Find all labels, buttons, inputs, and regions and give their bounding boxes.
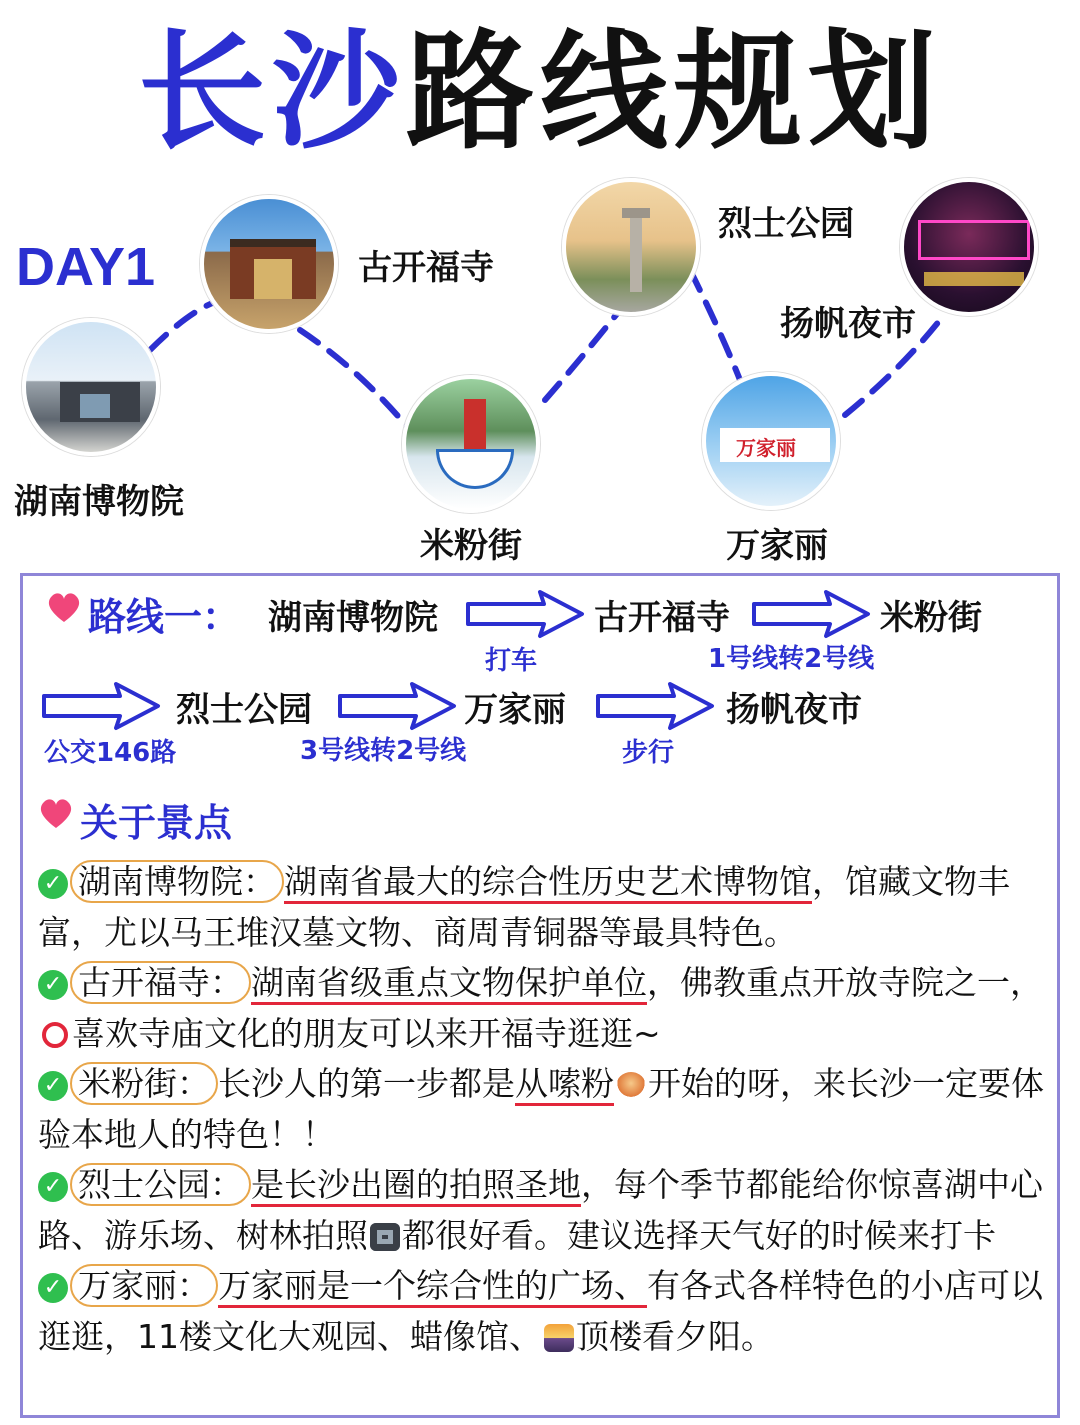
arrow-right-icon <box>594 680 716 732</box>
route-stop-rice-noodle-street: 米粉街 <box>880 598 982 638</box>
route-mode-4: 3号线转2号线 <box>300 736 467 766</box>
camera-icon <box>370 1223 400 1251</box>
checkmark-icon: ✓ <box>38 970 68 1000</box>
about-item-highlight: 湖南省最大的综合性历史艺术博物馆 <box>284 862 812 904</box>
about-item-rice-noodle-street <box>38 1059 1048 1160</box>
about-item-martyrs-park <box>38 1160 1048 1261</box>
place-label-martyrs-park: 烈士公园 <box>718 204 854 244</box>
red-circle-icon <box>42 1022 68 1048</box>
arrow-right-icon <box>750 588 872 640</box>
about-item-text: 开始的呀，来长沙一定要体验本地人的特色！！ <box>38 1064 1044 1154</box>
rice-noodle-street-photo <box>402 375 540 513</box>
route-mode-3: 公交146路 <box>44 738 177 768</box>
yangfan-night-market-photo <box>900 178 1038 316</box>
place-label-museum: 湖南博物院 <box>14 482 184 522</box>
about-item-text: 喜欢寺庙文化的朋友可以来开福寺逛逛~ <box>72 1013 661 1053</box>
route-heading: 路线一： <box>88 595 241 639</box>
route-mode-1: 打车 <box>485 646 538 676</box>
route-stop-wanjiali: 万家丽 <box>464 690 566 730</box>
place-label-rice-noodle-street: 米粉街 <box>420 526 522 566</box>
about-item-name: 湖南博物院： <box>70 860 284 903</box>
wanjiali-sign-text: 万家丽 <box>736 436 796 460</box>
route-mode-5: 步行 <box>622 738 675 768</box>
arrow-right-icon <box>464 588 586 640</box>
checkmark-icon: ✓ <box>38 1172 68 1202</box>
checkmark-icon: ✓ <box>38 1071 68 1101</box>
route-stop-martyrs-park: 烈士公园 <box>176 690 312 730</box>
checkmark-icon: ✓ <box>38 869 68 899</box>
title-city: 长沙 <box>137 18 406 167</box>
arrow-right-icon <box>40 680 162 732</box>
martyrs-park-photo <box>562 178 700 316</box>
about-item-text: 都很好看。建议选择天气好的时候来打卡 <box>402 1215 996 1255</box>
about-item-kaifu-temple <box>38 958 1048 1059</box>
place-label-kaifu-temple: 古开福寺 <box>358 248 494 288</box>
route-stop-kaifu-temple: 古开福寺 <box>594 598 730 638</box>
about-item-text: 长沙人的第一步都是 <box>218 1064 515 1103</box>
page-title <box>0 18 1080 168</box>
about-item-highlight: 湖南省级重点文物保护单位 <box>251 963 647 1005</box>
about-item-wanjiali <box>38 1261 1048 1362</box>
about-item-museum <box>38 857 1048 958</box>
day-label: DAY1 <box>16 237 156 297</box>
heart-icon <box>46 592 82 624</box>
place-label-yangfan-night-market: 扬帆夜市 <box>780 304 916 344</box>
about-item-name: 烈士公园： <box>70 1163 251 1206</box>
route-stop-museum: 湖南博物院 <box>268 598 438 638</box>
about-item-text: ，每个季节都能给你惊喜湖中心路、游乐场、树林拍照 <box>38 1165 1043 1255</box>
about-item-text: 有各式各样特色的小店可以逛逛，11楼文化大观园、蜡像馆、 <box>38 1266 1043 1356</box>
checkmark-icon: ✓ <box>38 1273 68 1303</box>
about-item-text: 顶楼看夕阳。 <box>576 1316 774 1356</box>
route-stop-yangfan-night-market: 扬帆夜市 <box>726 690 862 730</box>
about-item-highlight: 万家丽是一个综合性的广场、 <box>218 1266 647 1308</box>
route-mode-2: 1号线转2号线 <box>708 644 875 674</box>
sunset-city-icon <box>544 1324 574 1352</box>
about-item-highlight: 是长沙出圈的拍照圣地 <box>251 1165 581 1207</box>
heart-icon <box>38 798 74 830</box>
title-rest: 路线规划 <box>406 18 943 167</box>
noodle-bowl-icon <box>616 1072 646 1100</box>
museum-photo <box>22 318 160 456</box>
about-item-text: ，馆藏文物丰富，尤以马王堆汉墓文物、商周青铜器等最具特色。 <box>38 862 1010 952</box>
about-heading: 关于景点 <box>80 801 233 845</box>
about-item-name: 古开福寺： <box>70 961 251 1004</box>
place-label-wanjiali: 万家丽 <box>726 526 828 566</box>
about-descriptions <box>38 857 1048 1362</box>
about-item-name: 米粉街： <box>70 1062 218 1105</box>
arrow-right-icon <box>336 680 458 732</box>
about-item-text: ，佛教重点开放寺院之一， <box>647 963 1043 1002</box>
wanjiali-photo <box>702 372 840 510</box>
kaifu-temple-photo <box>200 195 338 333</box>
about-item-name: 万家丽： <box>70 1264 218 1307</box>
about-item-highlight: 从嗦粉 <box>515 1064 614 1106</box>
